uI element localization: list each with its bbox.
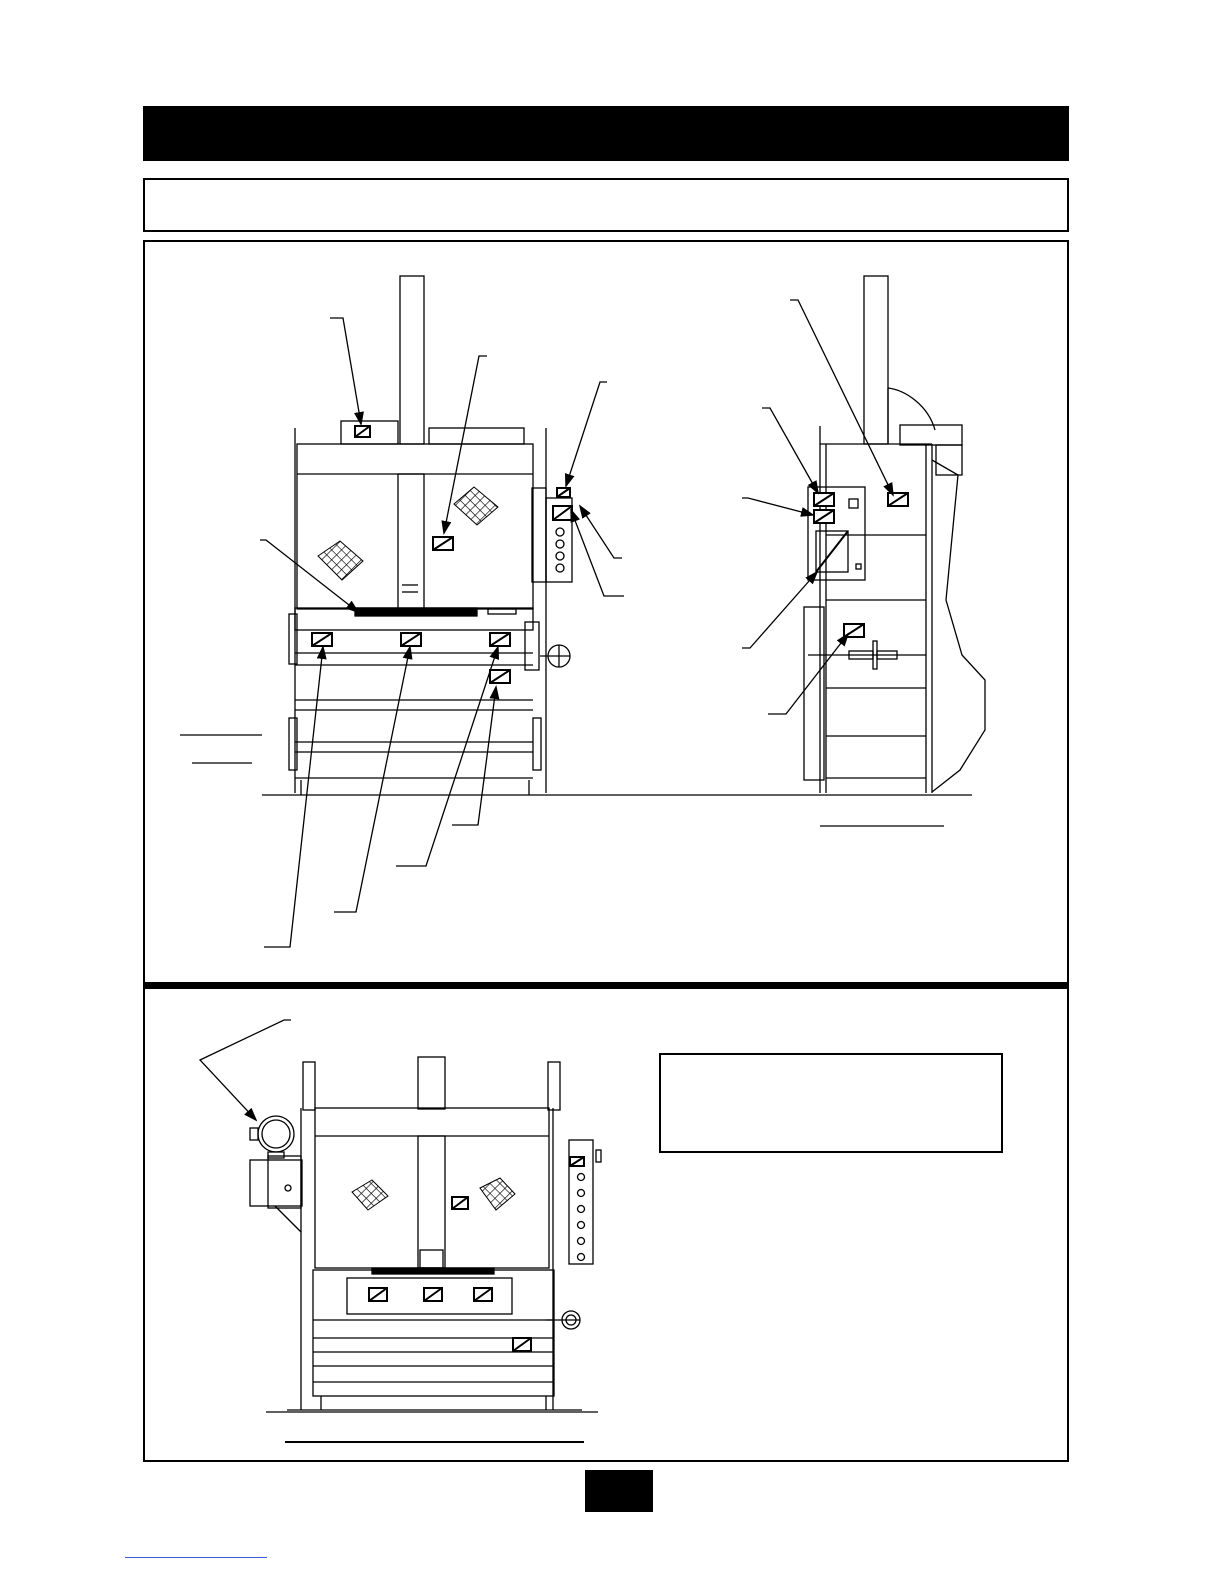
- notes-box: [659, 1053, 1003, 1153]
- decal-control-box-top: [557, 488, 570, 497]
- decal-door-1: [312, 633, 332, 646]
- decal-side-upper: [888, 493, 908, 506]
- decal-door-2: [401, 633, 421, 646]
- mesh-guard-bottom-right: [480, 1178, 515, 1210]
- mesh-guard-bottom-left: [352, 1180, 388, 1210]
- bottom-view-baler: [250, 1057, 601, 1442]
- decal-bottom-door-4: [513, 1338, 531, 1351]
- decal-bottom-door-1: [369, 1288, 387, 1301]
- decal-side-panel-1: [814, 493, 834, 506]
- decal-bottom-gate: [452, 1197, 468, 1209]
- decal-control-box: [553, 506, 572, 520]
- decal-bottom-door-2: [424, 1288, 442, 1301]
- bottom-view-decals: [369, 1157, 584, 1351]
- footer-rule: [125, 1557, 267, 1558]
- mesh-guard-left: [318, 541, 363, 580]
- decal-top-cover: [355, 426, 370, 437]
- decal-gate: [433, 537, 453, 550]
- mesh-guard-right: [454, 487, 498, 525]
- page-number-tab: [585, 1470, 653, 1512]
- decal-bottom-box-top: [570, 1157, 584, 1166]
- decal-door-3: [490, 633, 510, 646]
- decal-bottom-door-3: [474, 1288, 492, 1301]
- decal-side-panel-2: [814, 510, 834, 523]
- decal-door-4: [490, 670, 510, 683]
- bottom-view-leaders: [200, 1020, 291, 1120]
